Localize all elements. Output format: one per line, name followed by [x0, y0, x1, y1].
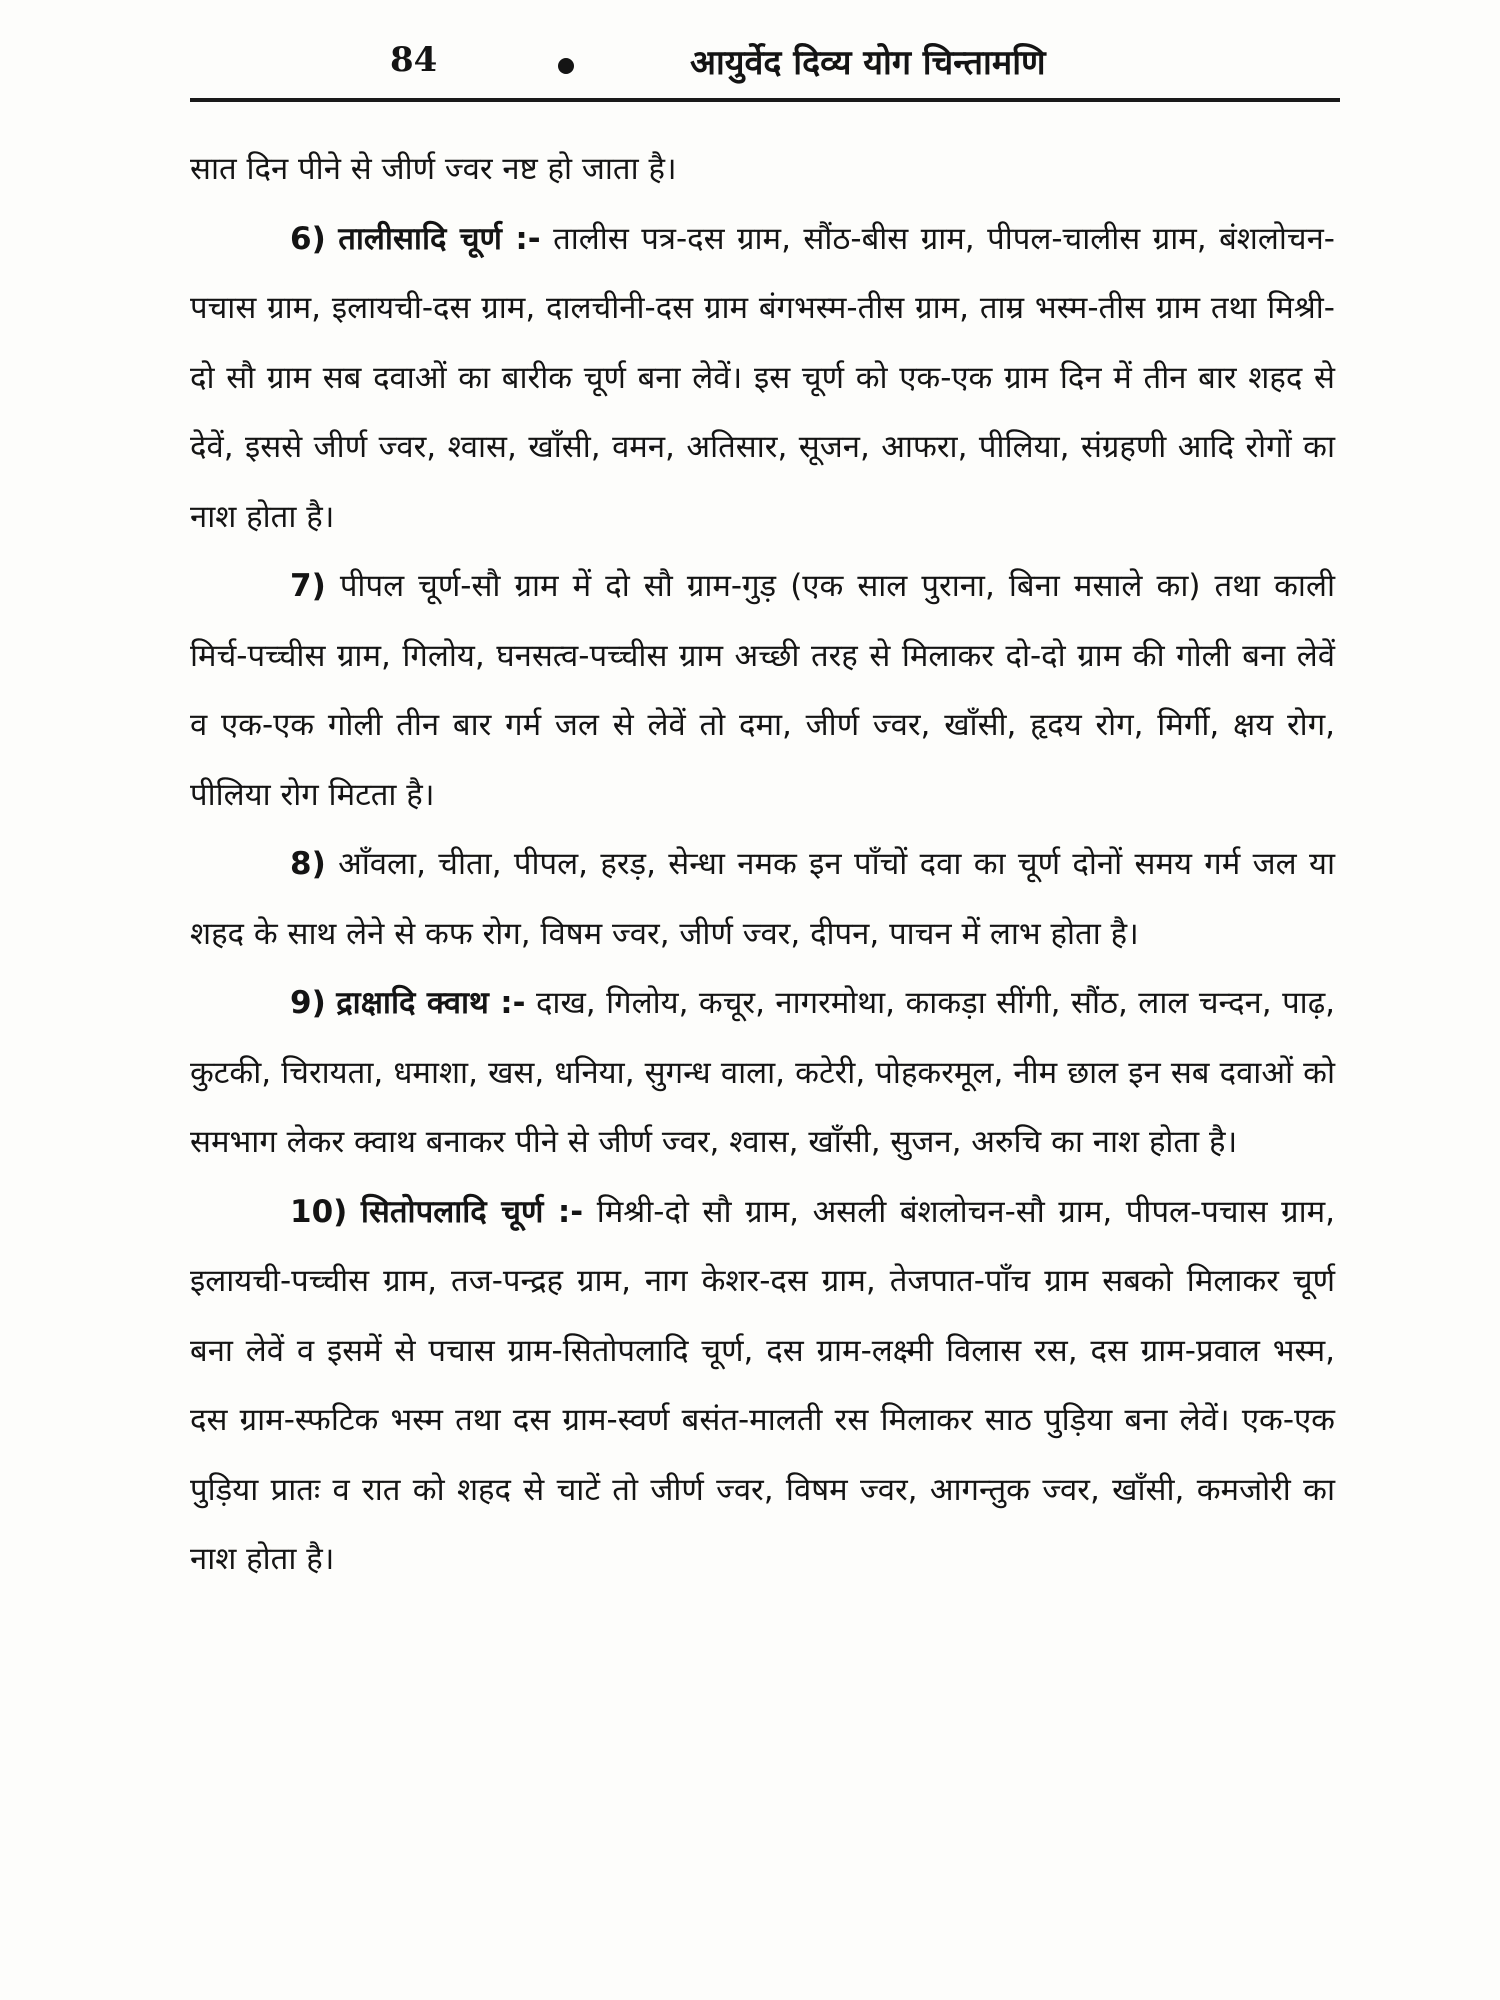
paragraph-8-amla-mix	[190, 830, 1335, 969]
paragraph-text: आँवला, चीता, पीपल, हरड़, सेन्धा नमक इन पाँचों दवा का चूर्ण दोनों समय गर्म जल या शहद के साथ लेने से कफ रोग, विषम ज्वर, जीर्ण ज्वर, दीपन, पाचन में लाभ होता है।	[190, 846, 1335, 952]
bullet-icon	[558, 58, 574, 74]
running-title: आयुर्वेद दिव्य योग चिन्तामणि	[690, 43, 1046, 83]
paragraph-6-talisadi-churna	[190, 205, 1335, 553]
paragraph-10-sitopaladi-churna	[190, 1178, 1335, 1595]
item-number: 10)	[290, 1193, 348, 1230]
page-number: 84	[390, 40, 438, 80]
page-header	[190, 30, 1340, 100]
paragraph-text: सात दिन पीने से जीर्ण ज्वर नष्ट हो जाता है।	[190, 151, 677, 187]
paragraph-text: दाख, गिलोय, कचूर, नागरमोथा, काकड़ा सींगी, सौंठ, लाल चन्दन, पाढ़, कुटकी, चिरायता, धमाशा, खस, धनिया, सुगन्ध वाला, कटेरी, पोहकरमूल, नीम छाल इन सब दवाओं को समभाग लेकर क्वाथ बनाकर पीने से जीर्ण ज्वर, श्वास, खाँसी, सुजन, अरुचि का नाश होता है।	[190, 985, 1336, 1160]
item-number: 8)	[290, 846, 326, 882]
paragraph-9-drakshadi-kwath	[190, 969, 1335, 1178]
item-number: 6)	[290, 220, 326, 257]
paragraph-continuation	[190, 135, 1335, 205]
paragraph-text: मिश्री-दो सौ ग्राम, असली बंशलोचन-सौ ग्राम, पीपल-पचास ग्राम, इलायची-पच्चीस ग्राम, तज-पन्द्रह ग्राम, नाग केशर-दस ग्राम, तेजपात-पाँच ग्राम सबको मिलाकर चूर्ण बना लेवें व इसमें से पचास ग्राम-सितोपलादि चूर्ण, दस ग्राम-लक्ष्मी विलास रस, दस ग्राम-प्रवाल भस्म, दस ग्राम-स्फटिक भस्म तथा दस ग्राम-स्वर्ण बसंत-मालती रस मिलाकर साठ पुड़िया बना लेवें। एक-एक पुड़िया प्रातः व रात को शहद से चाटें तो जीर्ण ज्वर, विषम ज्वर, आगन्तुक ज्वर, खाँसी, कमजोरी का नाश होता है।	[190, 1193, 1336, 1577]
paragraph-text: पीपल चूर्ण-सौ ग्राम में दो सौ ग्राम-गुड़ (एक साल पुराना, बिना मसाले का) तथा काली मिर्च-पच्चीस ग्राम, गिलोय, घनसत्व-पच्चीस ग्राम अच्छी तरह से मिलाकर दो-दो ग्राम की गोली बना लेवें व एक-एक गोली तीन बार गर्म जल से लेवें तो दमा, जीर्ण ज्वर, खाँसी, हृदय रोग, मिर्गी, क्षय रोग, पीलिया रोग मिटता है।	[190, 568, 1335, 813]
paragraph-text: तालीस पत्र-दस ग्राम, सौंठ-बीस ग्राम, पीपल-चालीस ग्राम, बंशलोचन-पचास ग्राम, इलायची-दस ग्राम, दालचीनी-दस ग्राम बंगभस्म-तीस ग्राम, ताम्र भस्म-तीस ग्राम तथा मिश्री-दो सौ ग्राम सब दवाओं का बारीक चूर्ण बना लेवें। इस चूर्ण को एक-एक ग्राम दिन में तीन बार शहद से देवें, इससे जीर्ण ज्वर, श्वास, खाँसी, वमन, अतिसार, सूजन, आफरा, पीलिया, संग्रहणी आदि रोगों का नाश होता है।	[190, 220, 1335, 535]
item-heading: द्राक्षादि क्वाथ :-	[336, 985, 526, 1021]
item-heading: सितोपलादि चूर्ण :-	[360, 1193, 584, 1230]
item-heading: तालीसादि चूर्ण :-	[338, 220, 541, 257]
body-text	[190, 135, 1335, 1595]
item-number: 7)	[290, 568, 326, 604]
header-divider	[190, 98, 1340, 102]
paragraph-7-pipal-churna	[190, 552, 1335, 830]
item-number: 9)	[290, 985, 326, 1021]
